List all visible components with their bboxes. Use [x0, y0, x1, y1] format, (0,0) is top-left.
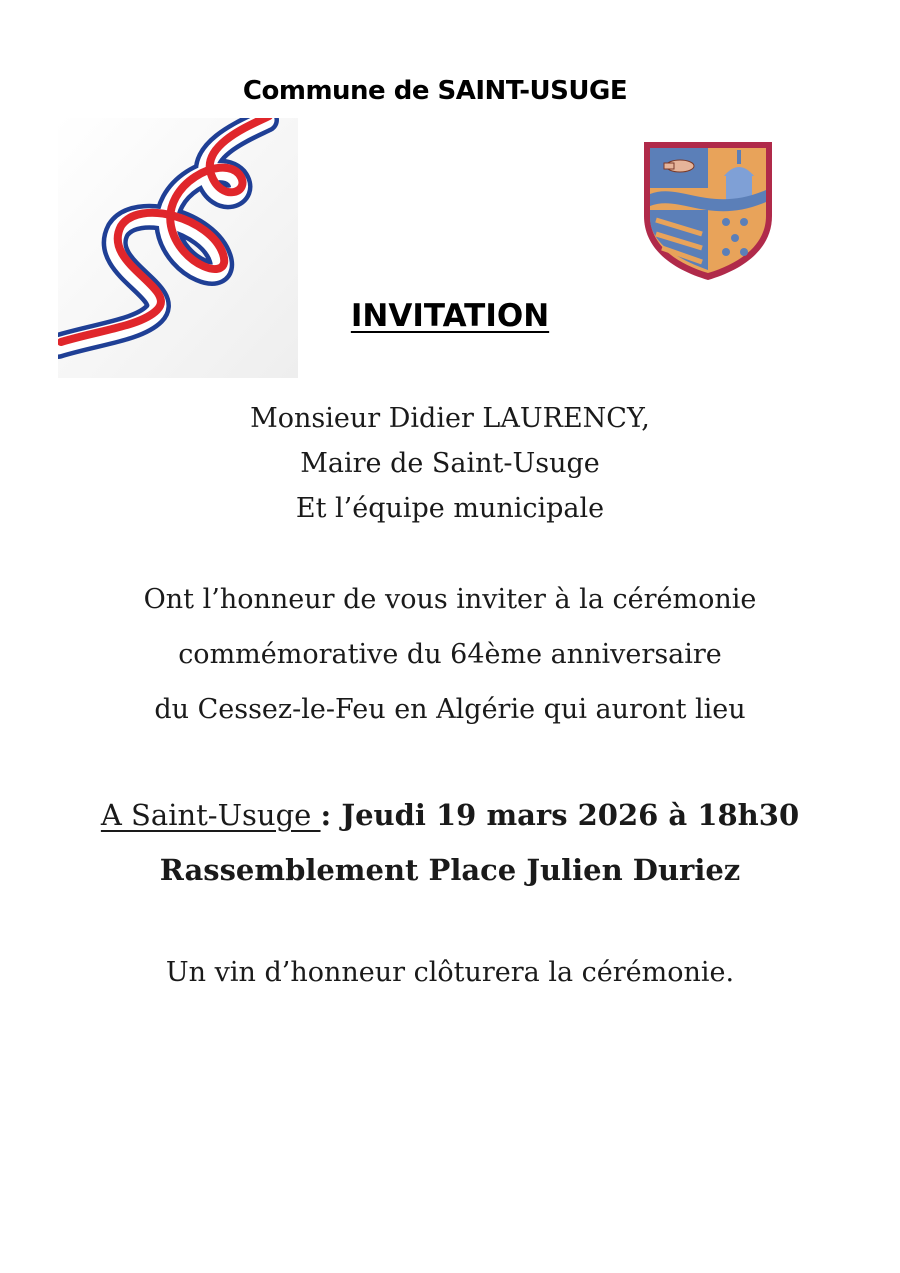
- commune-title: Commune de SAINT-USUGE: [242, 76, 628, 106]
- host-line-mayor-name: Monsieur Didier LAURENCY,: [250, 403, 650, 434]
- host-line-team: Et l’équipe municipale: [295, 493, 605, 524]
- event-place-label: A Saint-Usuge: [100, 798, 321, 832]
- closing-note: Un vin d’honneur clôturera la cérémonie.: [165, 957, 735, 988]
- host-line-mayor-title: Maire de Saint-Usuge: [300, 448, 600, 479]
- coat-of-arms-image: [640, 138, 776, 283]
- invitation-title: INVITATION: [350, 298, 550, 334]
- event-date-time: : Jeudi 19 mars 2026 à 18h30: [320, 798, 800, 832]
- message-line-1: Ont l’honneur de vous inviter à la cérémonie: [143, 584, 757, 615]
- event-details: [0, 788, 900, 898]
- tricolor-ribbon-image: [58, 118, 298, 378]
- hosts-block: [0, 396, 900, 531]
- message-line-3: du Cessez-le-Feu en Algérie qui auront lieu: [154, 694, 746, 725]
- message-line-2: commémorative du 64ème anniversaire: [178, 639, 722, 670]
- event-date-line: [0, 788, 900, 843]
- invitation-message: [0, 572, 900, 737]
- event-meeting-point: Rassemblement Place Julien Duriez: [159, 853, 741, 887]
